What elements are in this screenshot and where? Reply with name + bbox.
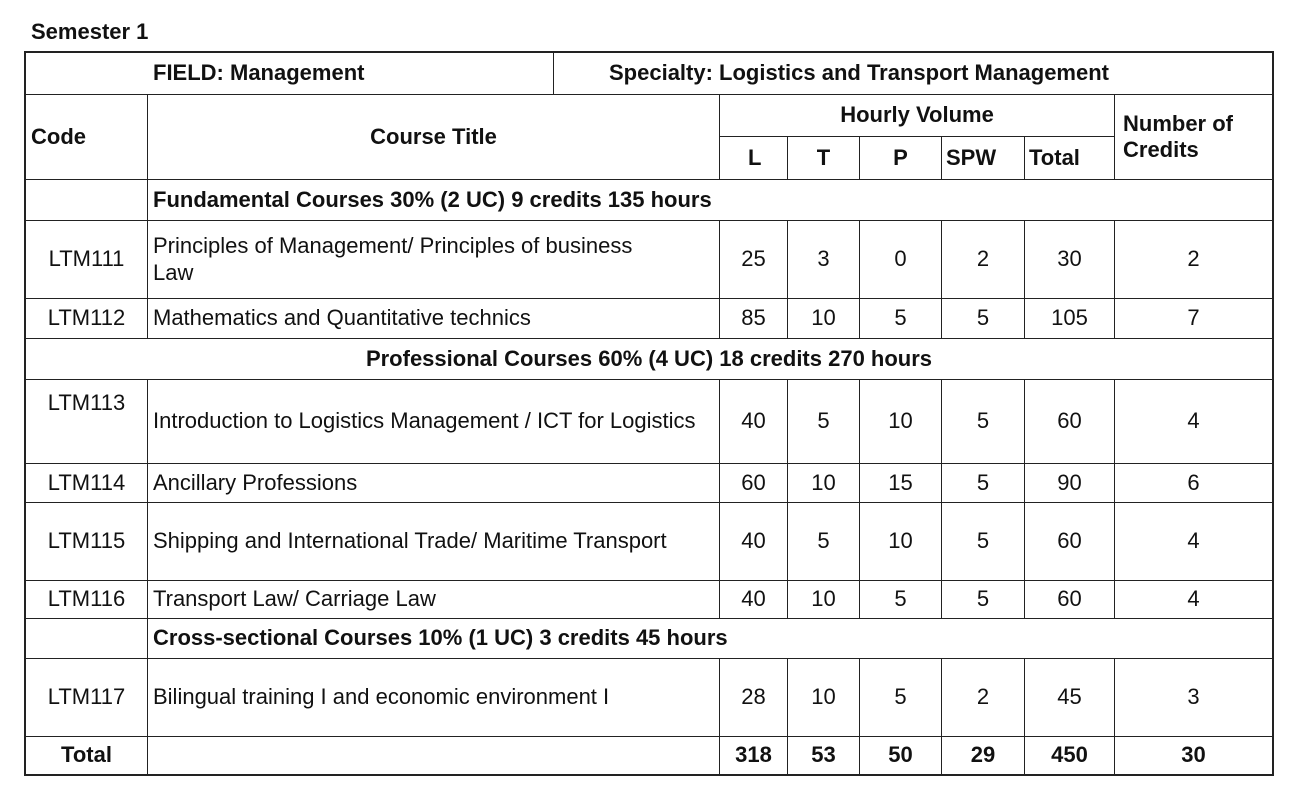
field-label: FIELD: Management [153,60,365,86]
course-t: 3 [817,246,830,272]
course-l: 40 [741,408,766,434]
course-spw: 5 [976,528,990,554]
course-title: Principles of Management/ Principles of business Law [153,233,633,285]
course-code: LTM113 [47,390,126,415]
course-l: 40 [741,586,766,612]
course-spw: 2 [976,684,990,710]
course-code: LTM111 [48,246,125,272]
col-divider [553,53,554,94]
header-l: L [748,144,762,170]
course-spw: 2 [976,246,990,272]
header-hourly-volume: Hourly Volume [840,102,994,128]
header-spw: SPW [946,144,997,170]
course-title: Ancillary Professions [153,469,358,495]
course-title: Shipping and International Trade/ Maritime Transport [153,528,667,554]
course-credits: 2 [1187,246,1200,272]
section-title: Professional Courses 60% (4 UC) 18 credits 270 hours [365,345,933,371]
course-title: Introduction to Logistics Management / ICT for Logistics [153,408,696,434]
course-p: 5 [894,586,907,612]
course-t: 5 [817,528,830,554]
course-total: 30 [1057,246,1082,272]
course-code: LTM116 [47,586,126,612]
total-credits: 30 [1181,742,1206,768]
section-title: Cross-sectional Courses 10% (1 UC) 3 credits 45 hours [153,625,728,651]
header-course-title: Course Title [370,123,497,149]
specialty-label: Specialty: Logistics and Transport Management [609,60,1109,86]
course-total: 60 [1057,408,1082,434]
total-t: 53 [811,742,836,768]
semester-title: Semester 1 [31,19,149,44]
course-l: 25 [741,246,766,272]
course-spw: 5 [976,408,990,434]
course-code: LTM117 [47,684,126,710]
course-total: 60 [1057,586,1082,612]
course-t: 10 [811,586,836,612]
course-credits: 4 [1187,586,1200,612]
course-p: 0 [894,246,907,272]
section-title: Fundamental Courses 30% (2 UC) 9 credits 135 hours [153,186,712,212]
header-code: Code [31,123,86,149]
course-total: 105 [1051,305,1088,331]
course-t: 5 [817,408,830,434]
curriculum-table [24,51,1274,776]
course-p: 5 [894,684,907,710]
course-total: 60 [1057,528,1082,554]
course-title: Transport Law/ Carriage Law [153,586,436,612]
course-l: 85 [741,305,766,331]
course-p: 10 [888,408,913,434]
course-p: 5 [894,305,907,331]
course-spw: 5 [976,305,990,331]
course-total: 45 [1057,684,1082,710]
course-spw: 5 [976,586,990,612]
course-spw: 5 [976,469,990,495]
course-credits: 7 [1187,305,1200,331]
header-credits: Number of Credits [1123,110,1233,162]
course-credits: 3 [1187,684,1200,710]
total-p: 50 [888,742,913,768]
total-hours: 450 [1051,742,1088,768]
course-title: Bilingual training I and economic environment I [153,684,610,710]
header-p: P [893,144,908,170]
course-total: 90 [1057,469,1082,495]
course-p: 10 [888,528,913,554]
course-l: 40 [741,528,766,554]
course-t: 10 [811,469,836,495]
course-code: LTM112 [47,305,126,331]
course-code: LTM114 [47,469,126,495]
course-credits: 4 [1187,408,1200,434]
course-credits: 4 [1187,528,1200,554]
course-title: Mathematics and Quantitative technics [153,305,531,331]
header-total: Total [1029,144,1080,170]
total-label: Total [61,742,112,768]
course-code: LTM115 [47,528,126,554]
course-t: 10 [811,305,836,331]
course-p: 15 [888,469,913,495]
total-spw: 29 [970,742,996,768]
course-l: 60 [741,469,766,495]
course-l: 28 [741,684,766,710]
course-t: 10 [811,684,836,710]
total-l: 318 [735,742,772,768]
header-t: T [816,144,831,170]
course-credits: 6 [1187,469,1200,495]
